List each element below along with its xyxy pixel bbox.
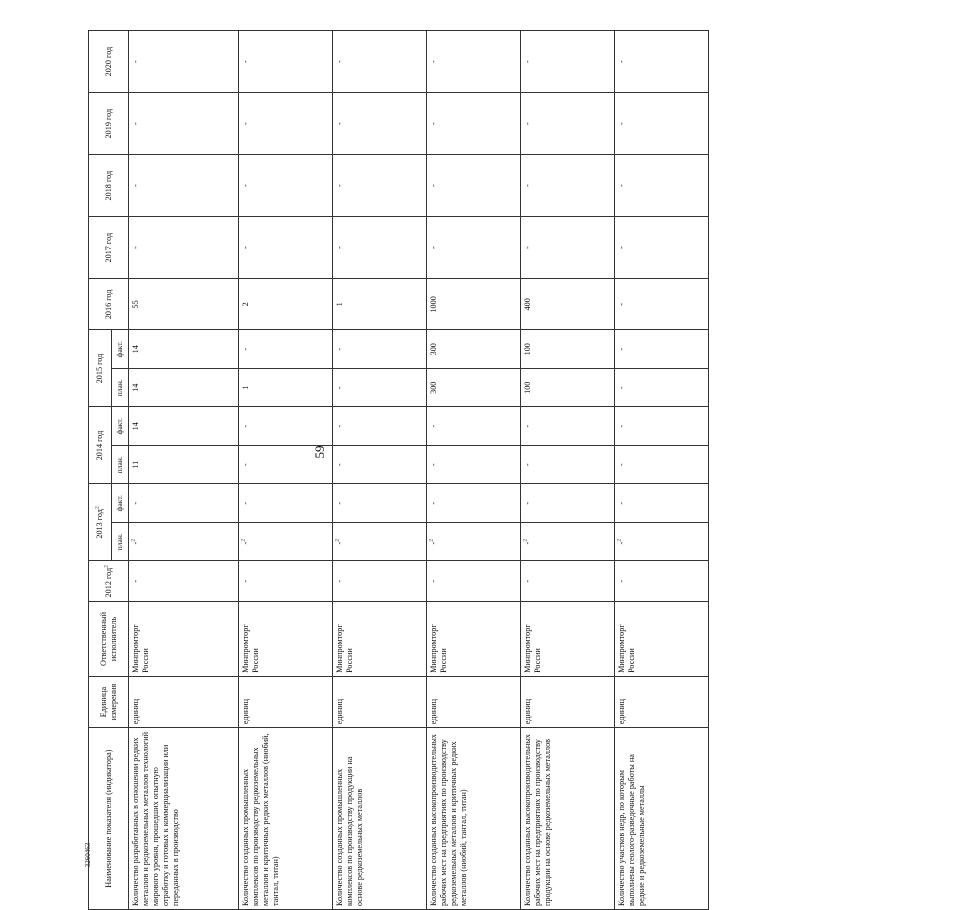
table-row [239,31,333,910]
header-2014: 2014 год [89,407,112,484]
header-2013-plan: план. [112,522,129,560]
value-2014-plan: - [615,445,709,483]
value-2013-fact: - [521,484,615,523]
indicator-name: Количество созданных высокопроизводительных рабочих мест на предприятиях по производству редкоземельных металлов и критичных редких металлов (ниобий, тантал, титан) [427,728,521,910]
indicator-name: Количество участков недр, по которым выполнены геолого-разведочные работы на редкие и редкоземельные металлы [615,728,709,910]
header-executor: Ответственный исполнитель [89,602,129,677]
value-2020: - [521,31,615,93]
table-row [521,31,615,910]
value-2016: 55 [129,279,239,330]
indicator-name: Количество созданных высокопроизводительных рабочих мест на предприятиях по производству продукции на основе редкоземельных металлов [521,728,615,910]
value-2013-fact: - [129,484,239,523]
value-2014-fact: - [521,407,615,446]
value-2015-plan: 1 [239,369,333,407]
value-2013-plan: -$^2$ [521,522,615,560]
value-2015-plan: 300 [427,369,521,407]
header-2015: 2015 год [89,330,112,407]
value-2019: - [521,93,615,155]
value-2019: - [129,93,239,155]
value-2014-fact: - [615,407,709,446]
page-number: 59 [312,445,327,459]
value-2018: - [333,155,427,217]
value-2015-plan: - [615,369,709,407]
header-2020: 2020 год [89,31,129,93]
value-2019: - [333,93,427,155]
indicator-name: Количество разработанных в отношении редких металлов и редкоземельных металлов технологий мирового уровня, прошедших опытную отработку и готовых к коммерциализации или переданных в производство [129,728,239,910]
header-2016: 2016 год [89,279,129,330]
value-2017: - [129,217,239,279]
value-2013-plan: -$^2$ [615,522,709,560]
value-2015-fact: 100 [521,330,615,369]
value-2018: - [129,155,239,217]
value-2015-plan: - [333,369,427,407]
value-2013-fact: - [333,484,427,523]
value-2016: 1 [333,279,427,330]
unit-cell: единиц [521,676,615,727]
value-2014-plan: - [333,445,427,483]
table-row [333,31,427,910]
value-2017: - [615,217,709,279]
value-2013-plan: -$^2$ [129,522,239,560]
value-2014-fact: - [427,407,521,446]
value-2016: 2 [239,279,333,330]
value-2012: - [615,561,709,602]
header-2015-fact: факт. [112,330,129,369]
value-2017: - [239,217,333,279]
header-unit: Единица измерения [89,676,129,727]
indicator-name: Количество созданных промышленных комплексов по производству редкоземельных металлов и критичных редких металлов (ниобий, тантал, титан) [239,728,333,910]
value-2020: - [427,31,521,93]
value-2014-plan: - [239,445,333,483]
value-2015-fact: 300 [427,330,521,369]
value-2019: - [427,93,521,155]
value-2019: - [239,93,333,155]
indicator-name: Количество созданных промышленных комплексов по производству продукции на основе редкоземельных металлов [333,728,427,910]
value-2015-plan: 100 [521,369,615,407]
header-2015-plan: план. [112,369,129,407]
table-row [427,31,521,910]
unit-cell: единиц [427,676,521,727]
value-2014-fact: - [239,407,333,446]
header-2019: 2019 год [89,93,129,155]
unit-cell: единиц [129,676,239,727]
value-2017: - [333,217,427,279]
header-2012: 2012 год$^2$ [89,561,129,602]
value-2012: - [521,561,615,602]
executor-cell: Минпромторг России [427,602,521,677]
value-2014-plan: 11 [129,445,239,483]
value-2012: - [427,561,521,602]
value-2013-fact: - [239,484,333,523]
value-2014-fact: - [333,407,427,446]
value-2013-fact: - [615,484,709,523]
value-2013-plan: -$^2$ [239,522,333,560]
unit-cell: единиц [239,676,333,727]
value-2016: 1000 [427,279,521,330]
value-2014-plan: - [427,445,521,483]
executor-cell: Минпромторг России [521,602,615,677]
value-2012: - [333,561,427,602]
value-2017: - [521,217,615,279]
value-2018: - [427,155,521,217]
value-2018: - [239,155,333,217]
header-name: Наименование показателя (индикатора) [89,728,129,910]
table-row [129,31,239,910]
header-2014-plan: план. [112,445,129,483]
executor-cell: Минпромторг России [615,602,709,677]
executor-cell: Минпромторг России [239,602,333,677]
header-2017: 2017 год [89,217,129,279]
value-2017: - [427,217,521,279]
value-2013-plan: -$^2$ [333,522,427,560]
value-2013-plan: -$^2$ [427,522,521,560]
value-2013-fact: - [427,484,521,523]
rotated-table [88,30,646,910]
unit-cell: единиц [615,676,709,727]
header-2013: 2013 год$^2$ [89,484,112,561]
unit-cell: единиц [333,676,427,727]
value-2012: - [239,561,333,602]
indicators-table [88,30,709,910]
value-2015-fact: - [333,330,427,369]
document-code: 3260463 [84,842,92,868]
value-2014-plan: - [521,445,615,483]
header-2014-fact: факт. [112,407,129,446]
value-2020: - [129,31,239,93]
executor-cell: Минпромторг России [129,602,239,677]
value-2015-plan: 14 [129,369,239,407]
value-2016: 400 [521,279,615,330]
value-2015-fact: - [615,330,709,369]
value-2020: - [615,31,709,93]
value-2018: - [615,155,709,217]
value-2012: - [129,561,239,602]
executor-cell: Минпромторг России [333,602,427,677]
value-2015-fact: 14 [129,330,239,369]
value-2019: - [615,93,709,155]
value-2015-fact: - [239,330,333,369]
value-2018: - [521,155,615,217]
value-2016: - [615,279,709,330]
header-2013-fact: факт. [112,484,129,523]
value-2020: - [239,31,333,93]
header-row-1 [89,31,112,910]
header-2018: 2018 год [89,155,129,217]
table-row [615,31,709,910]
value-2020: - [333,31,427,93]
value-2014-fact: 14 [129,407,239,446]
